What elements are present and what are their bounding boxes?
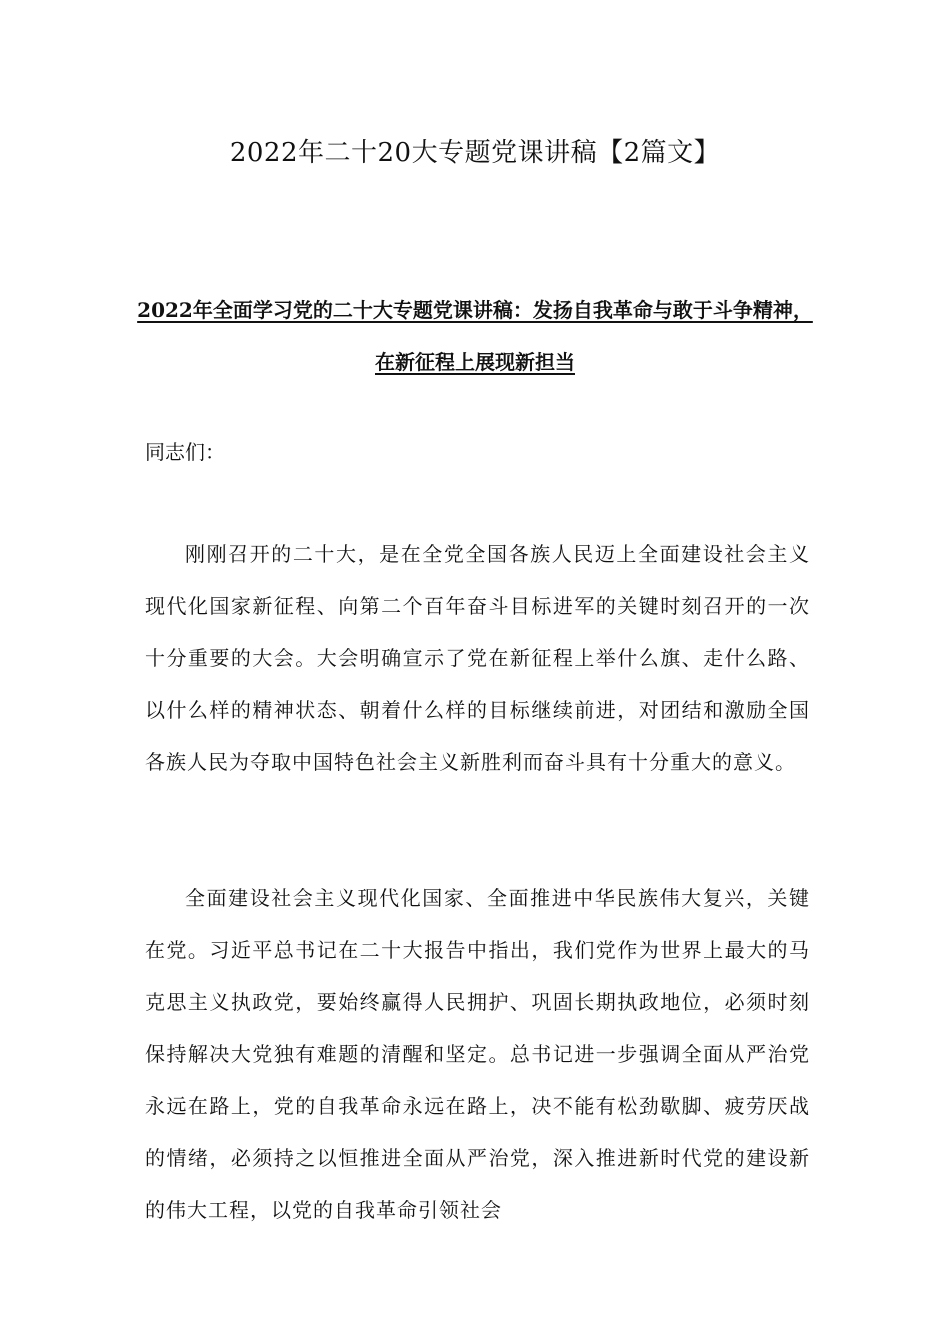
body-paragraph-1: 刚刚召开的二十大，是在全党全国各族人民迈上全面建设社会主义现代化国家新征程、向第二个百年奋斗目标进军的关键时刻召开的一次十分重要的大会。大会明确宣示了党在新征程上举什么旗、走什么路、以什么样的精神状态、朝着什么样的目标继续前进，对团结和激励全国各族人民为夺取中国特色社会主义新胜利而奋斗具有十分重大的意义。 <box>145 542 810 774</box>
article-subtitle <box>130 284 820 388</box>
article-subtitle-text: 2022年全面学习党的二十大专题党课讲稿：发扬自我革命与敢于斗争精神，在新征程上展现新担当 <box>137 298 813 374</box>
document-title: 2022年二十20大专题党课讲稿【2篇文】 <box>229 138 721 168</box>
salutation: 同志们： <box>145 440 225 464</box>
body-paragraph-2: 全面建设社会主义现代化国家、全面推进中华民族伟大复兴，关键在党。习近平总书记在二十大报告中指出，我们党作为世界上最大的马克思主义执政党，要始终赢得人民拥护、巩固长期执政地位，必须时刻保持解决大党独有难题的清醒和坚定。总书记进一步强调全面从严治党永远在路上，党的自我革命永远在路上，决不能有松劲歇脚、疲劳厌战的情绪，必须持之以恒推进全面从严治党，深入推进新时代党的建设新的伟大工程，以党的自我革命引领社会 <box>145 886 810 1222</box>
